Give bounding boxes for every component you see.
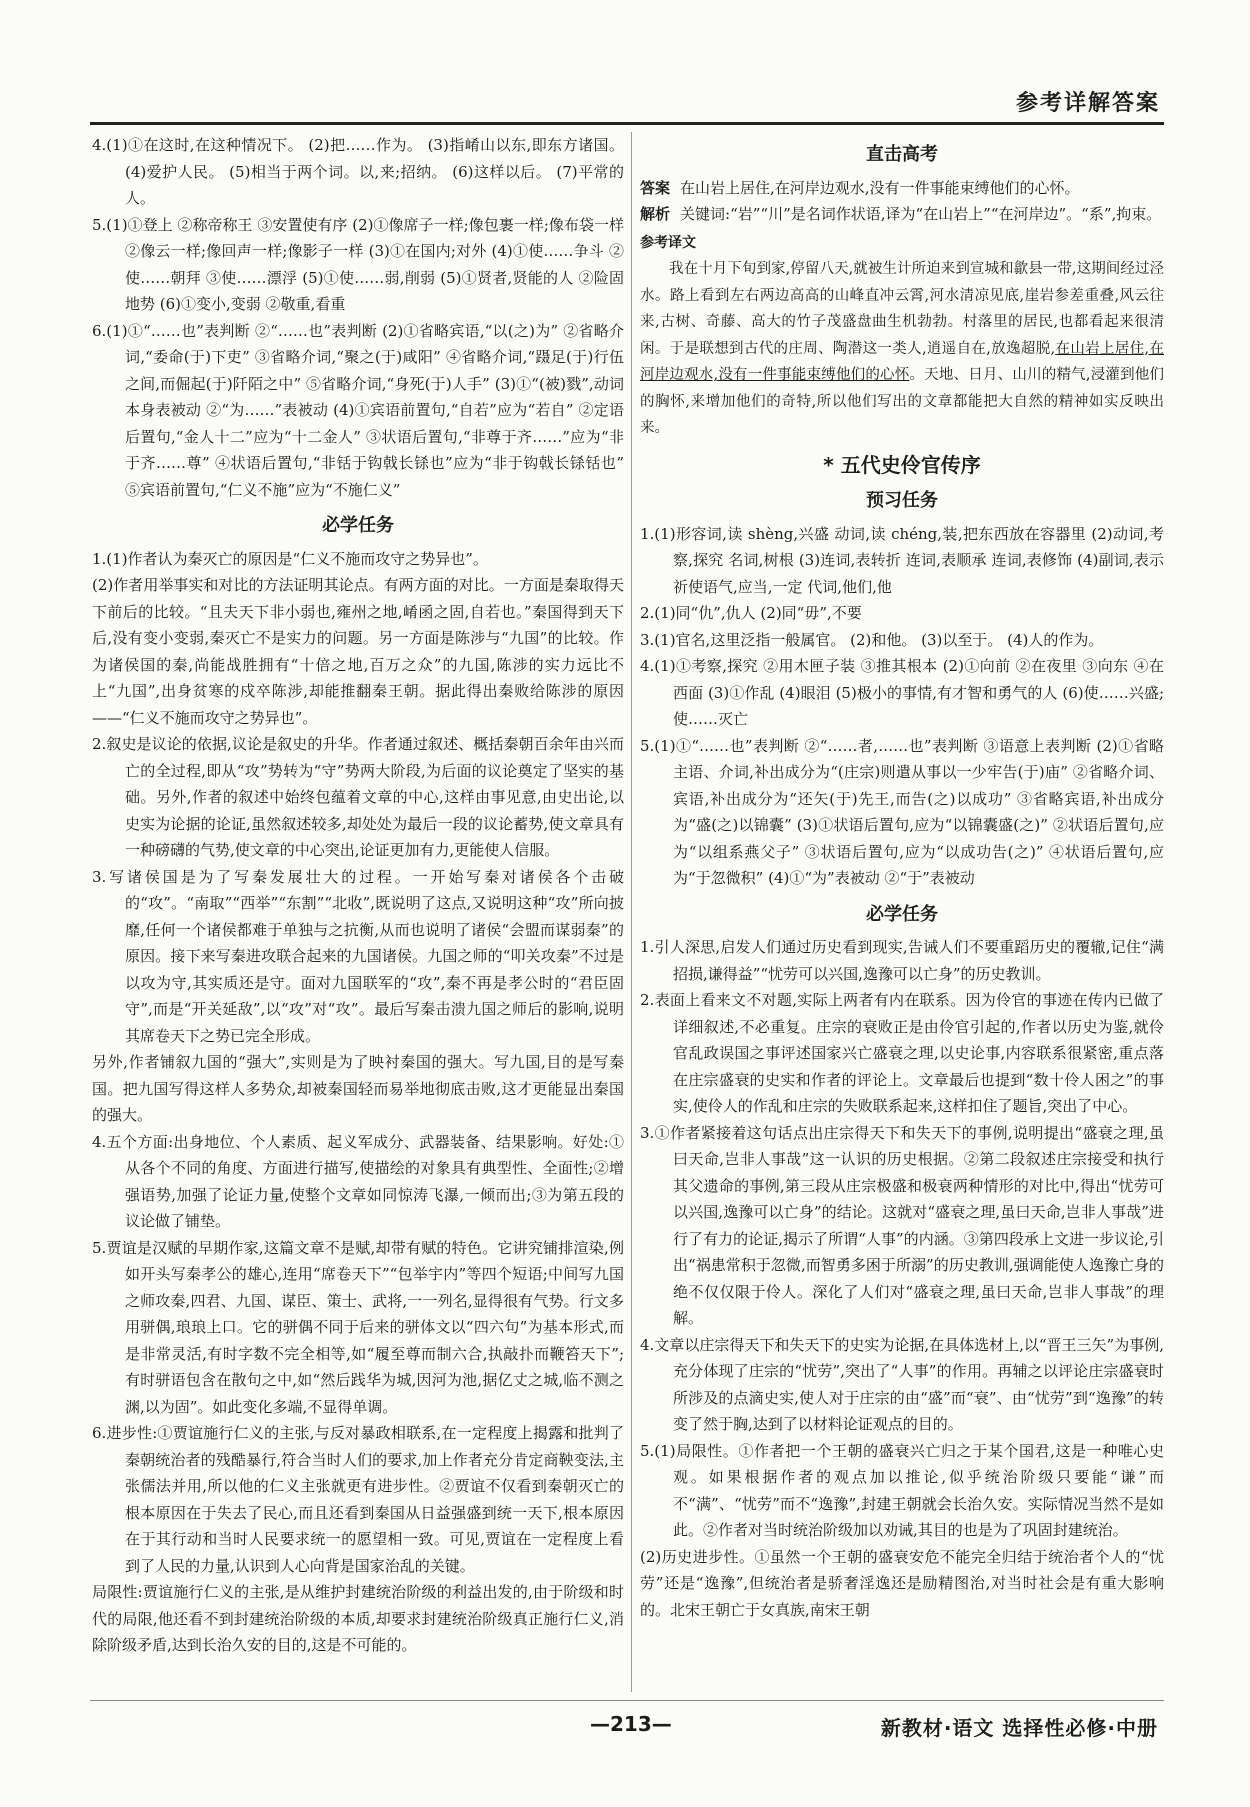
answer-item: 5.(1)局限性。①作者把一个王朝的盛衰兴亡归之于某个国君,这是一种唯心史观。如果根据作者的观点加以推论,似乎统治阶级只要能“谦”而不“满”、“忧劳”而不“逸豫”,封建王朝就会长治久安。实际情况当然不是如此。②作者对当时统治阶级加以劝诫,其目的也是为了巩固封建统治。 — [640, 1441, 1164, 1539]
answer-item: 4.(1)①考察,探究 ②用木匣子装 ③推其根本 (2)①向前 ②在夜里 ③向东 ④在西面 (3)①作乱 (4)眼泪 (5)极小的事情,有才智和勇气的人 (6)使……兴盛;使……灭亡 — [640, 657, 1164, 728]
answer-paragraph: (2)历史进步性。①虽然一个王朝的盛衰安危不能完全归结于统治者个人的“忧劳”还是“逸豫”,但统治者是骄奢淫逸还是励精图治,对当时社会是有重大影响的。北宋王朝亡于女真族,南宋王朝 — [640, 1547, 1164, 1619]
answer-item: 3.①作者紧接着这句话点出庄宗得天下和失天下的事例,说明提出“盛衰之理,虽曰天命,岂非人事哉”这一认识的历史根据。②第二段叙述庄宗接受和执行其父遗命的事例,第三段从庄宗极盛和极衰两种情形的对比中,得出“忧劳可以兴国,逸豫可以亡身”的结论。这就对“盛衰之理,虽曰天命,岂非人事哉”进行了有力的论证,揭示了所谓“人事”的内涵。③第四段承上文进一步议论,引出“祸患常积于忽微,而智勇多困于所溺”的历史教训,强调能使人逸豫亡身的绝不仅仅限于伶人。深化了人们对“盛衰之理,虽曰天命,岂非人事哉”的理解。 — [640, 1123, 1164, 1327]
answer-item: 2.叙史是议论的依据,议论是叙史的升华。作者通过叙述、概括秦朝百余年由兴而亡的全过程,即从“攻”势转为“守”势两大阶段,为后面的议论奠定了坚实的基础。另外,作者的叙述中始终包蕴着文章的中心,这样由事见意,由史出论,以史实为论据的论证,虽然叙述较多,却处处为最后一段的议论蓄势,使文章具有一种磅礴的气势,使文章的中心突出,论证更加有力,更能使人信服。 — [92, 735, 624, 859]
gaokao-answer — [640, 175, 1164, 202]
footer-divider — [90, 1700, 1164, 1701]
answer-item: 1.(1)形容词,读 shèng,兴盛 动词,读 chéng,装,把东西放在容器里 (2)动词,考察,探究 名词,树根 (3)连词,表转折 连词,表顺承 连词,表修饰 (4)副词,表示祈使语气,应当,一定 代词,他们,他 — [640, 524, 1164, 596]
left-column — [92, 132, 624, 1692]
translation-part: 我在十月下旬到家,停留八天,就被生计所迫来到宣城和歙县一带,这期间经过泾水。路上看到左右两边高高的山峰直冲云霄,河水清凉见底,崖岩参差重叠,风云往来,古树、奇藤、高大的竹子茂盛盘曲生机勃勃。村落里的居民,也都看起来很清闲。于是联想到古代的庄周、陶潜这一类人,逍遥自在,放逸超脱, — [640, 261, 1164, 357]
answer-item: 6.进步性:①贾谊施行仁义的主张,与反对暴政相联系,在一定程度上揭露和批判了秦朝统治者的残酷暴行,符合当时人们的要求,加上作者充分肯定商鞅变法,主张儒法并用,所以他的仁义主张就更有进步性。②贾谊不仅看到秦朝灭亡的根本原因在于失去了民心,而且还看到秦国从日益强盛到统一天下,根本原因在于其行动和当时人民要求统一的愿望相一致。可见,贾谊在一定程度上看到了人民的力量,认识到人心向背是国家治乱的关键。 — [92, 1424, 624, 1575]
answer-item: 2.(1)同“仇”,仇人 (2)同“毋”,不要 — [640, 604, 862, 622]
answer-item: 4.(1)①在这时,在这种情况下。 (2)把……作为。 (3)指崤山以东,即东方诸国。 (4)爱护人民。 (5)相当于两个词。以,来;招纳。 (6)这样以后。 (7)平常的人。 — [92, 136, 624, 207]
book-title: 新教材·语文 选择性必修·中册 — [880, 1716, 1158, 1740]
translation-text — [640, 256, 1164, 442]
answer-item: 5.贾谊是汉赋的早期作家,这篇文章不是赋,却带有赋的特色。它讲究铺排渲染,例如开头写秦孝公的雄心,连用“席卷天下”“包举宇内”等四个短语;中间写九国之师攻秦,四君、九国、谋臣、策士、武将,一一列名,显得很有气势。行文多用骈偶,琅琅上口。它的骈偶不同于后来的骈体文以“四六句”为基本形式,而是非常灵活,有时字数不完全相等,如“履至尊而制六合,执敲扑而鞭笞天下”;有时骈语包含在散句之中,如“然后践华为城,因河为池,据亿丈之城,临不测之渊,以为固”。如此变化多端,不显得单调。 — [92, 1238, 624, 1416]
gaokao-analysis — [640, 201, 1164, 228]
answer-paragraph: (2)作者用举事实和对比的方法证明其论点。有两方面的对比。一方面是秦取得天下前后的比较。“且夫天下非小弱也,雍州之地,崤函之固,自若也。”秦国得到天下后,没有变小变弱,秦灭亡不是实力的问题。另一方面是陈涉与“九国”的比较。作为诸侯国的秦,尚能战胜拥有“十倍之地,百万之众”的九国,陈涉的实力远比不上“九国”,出身贫寒的戍卒陈涉,却能推翻秦王朝。据此得出秦败给陈涉的原因——“仁义不施而攻守之势异也”。 — [92, 576, 624, 727]
section-title-must-learn: 必学任务 — [866, 903, 938, 925]
answer-item: 6.(1)①“……也”表判断 ②“……也”表判断 (2)①省略宾语,“以(之)为” ②省略介词,“委命(于)下吏” ③省略介词,“聚之(于)咸阳” ④省略介词,“蹑足(于)行伍之间,而倔起(于)阡陌之中” ⑤省略介词,“身死(于)人手” (3)①“(被)戮”,动词本身表被动 ②“为……”表被动 (4)①宾语前置句,“自若”应为“若自” ②定语后置句,“金人十二”应为“十二金人” ③状语后置句,“非尊于齐……”应为“非于齐……尊” ④状语后置句,“非铦于钩戟长铩也”应为“非于钩戟长铩铦也” ⑤宾语前置句,“仁义不施”应为“不施仁义” — [92, 321, 624, 499]
answer-item: 3.(1)官名,这里泛指一般属官。 (2)和他。 (3)以至于。 (4)人的作为。 — [640, 630, 1104, 649]
analysis-text: 关键词:“岩”“川”是名词作状语,译为“在山岩上”“在河岸边”。“系”,拘束。 — [680, 205, 1162, 223]
answer-item: 5.(1)①“……也”表判断 ②“……者,……也”表判断 ③语意上表判断 (2)①省略主语、介词,补出成分为“(庄宗)则遣从事以一少牢告(于)庙” ②省略介词、宾语,补出成分为“还矢(于)先王,而告(之)以成功” ③省略宾语,补出成分为“盛(之)以锦囊” (3)①状语后置句,应为“以锦囊盛(之)” ②状语后置句,应为“以组系燕父子” ③状语后置句,应为“以成功告(之)” ④状语后置句,应为“于忽微积” (4)①“为”表被动 ②“于”表被动 — [640, 736, 1164, 887]
answer-label: 答案 — [640, 178, 671, 197]
answer-item: 4.文章以庄宗得天下和失天下的史实为论据,在具体选材上,以“晋王三矢”为事例,充分体现了庄宗的“忧劳”,突出了“人事”的作用。再辅之以评论庄宗盛衰时所涉及的点滴史实,使人对于庄宗的由“盛”而“衰”、由“忧劳”到“逸豫”的转变了然于胸,达到了以材料论证观点的目的。 — [640, 1335, 1164, 1433]
answer-paragraph: 另外,作者铺叙九国的“强大”,实则是为了映衬秦国的强大。写九国,目的是写秦国。把九国写得这样人多势众,却被秦国轻而易举地彻底击败,这才更能显出秦国的强大。 — [92, 1053, 624, 1124]
column-divider — [631, 132, 632, 1692]
right-column — [640, 132, 1164, 1692]
translation-label: 参考译文 — [640, 234, 696, 251]
answer-paragraph: 局限性:贾谊施行仁义的主张,是从维护封建统治阶级的利益出发的,由于阶级和时代的局限,他还看不到封建统治阶级的本质,却要求封建统治阶级真正施行仁义,消除阶级矛盾,达到长治久安的目的,这是不可能的。 — [92, 1583, 624, 1654]
answer-item: 5.(1)①登上 ②称帝称王 ③安置使有序 (2)①像席子一样;像包裹一样;像布袋一样 ②像云一样;像回声一样;像影子一样 (3)①在国内;对外 (4)①使……争斗 ②使……朝拜 ③使……漂浮 (5)①使……弱,削弱 (5)①贤者,贤能的人 ②险固地势 (6)①变小,变弱 ②敬重,看重 — [92, 215, 624, 313]
page-number: —213— — [590, 1712, 672, 1736]
answer-item: 3.写诸侯国是为了写秦发展壮大的过程。一开始写秦对诸侯各个击破的“攻”。“南取”“西举”“东割”“北收”,既说明了这点,又说明这种“攻”所向披靡,任何一个诸侯都难于单独与之抗衡,从而也说明了诸侯“会盟而谋弱秦”的原因。接下来写秦进攻联合起来的九国诸侯。九国之师的“叩关攻秦”不过是以攻为守,其实质还是守。面对九国联军的“攻”,秦不再是孝公时的“君臣固守”,而是“开关延敌”,以“攻”对“攻”。最后写秦击溃九国之师后的影响,说明其席卷天下之势已完全形成。 — [92, 867, 624, 1045]
analysis-label: 解析 — [640, 205, 671, 223]
answer-text: 在山岩上居住,在河岸边观水,没有一件事能束缚他们的心怀。 — [680, 178, 1080, 197]
lesson-title: * 五代史伶官传序 — [823, 452, 981, 477]
translation-part: 。天地、日月、山川的精气,浸灌到他们的胸怀,来增加他们的奇特,所以他们写出的文章都能把大自然的精神如实反映出来。 — [640, 367, 1164, 436]
section-title-preview: 预习任务 — [866, 490, 938, 511]
section-title-gaokao: 直击高考 — [866, 144, 938, 165]
section-title-must-learn: 必学任务 — [322, 515, 394, 536]
page-header-title: 参考详解答案 — [1015, 91, 1160, 116]
header-divider — [90, 122, 1164, 125]
answer-item: 2.表面上看来文不对题,实际上两者有内在联系。因为伶官的事迹在传内已做了详细叙述,不必重复。庄宗的衰败正是由伶官引起的,作者以历史为鉴,就伶官乱政误国之事评述国家兴亡盛衰之理,以史论事,内容联系很紧密,重点落在庄宗盛衰的史实和作者的评论上。文章最后也提到“数十伶人困之”的事实,使伶人的作乱和庄宗的失败联系起来,这样扣住了题旨,突出了中心。 — [640, 991, 1164, 1115]
answer-item: 1.(1)作者认为秦灭亡的原因是“仁义不施而攻守之势异也”。 — [92, 549, 488, 568]
answer-item: 1.引人深思,启发人们通过历史看到现实,告诫人们不要重蹈历史的覆辙,记住“满招损,谦得益”“忧劳可以兴国,逸豫可以亡身”的历史教训。 — [640, 938, 1164, 983]
answer-item: 4.五个方面:出身地位、个人素质、起义军成分、武器装备、结果影响。好处:①从各个不同的角度、方面进行描写,使描绘的对象具有典型性、全面性;②增强语势,加强了论证力量,使整个文章如同惊涛飞瀑,一倾而出;③为第五段的议论做了铺垫。 — [92, 1132, 624, 1230]
translation-underlined: 在山岩上居住,在河岸边观水,没有一件事能束缚他们的心怀 — [640, 340, 1164, 383]
